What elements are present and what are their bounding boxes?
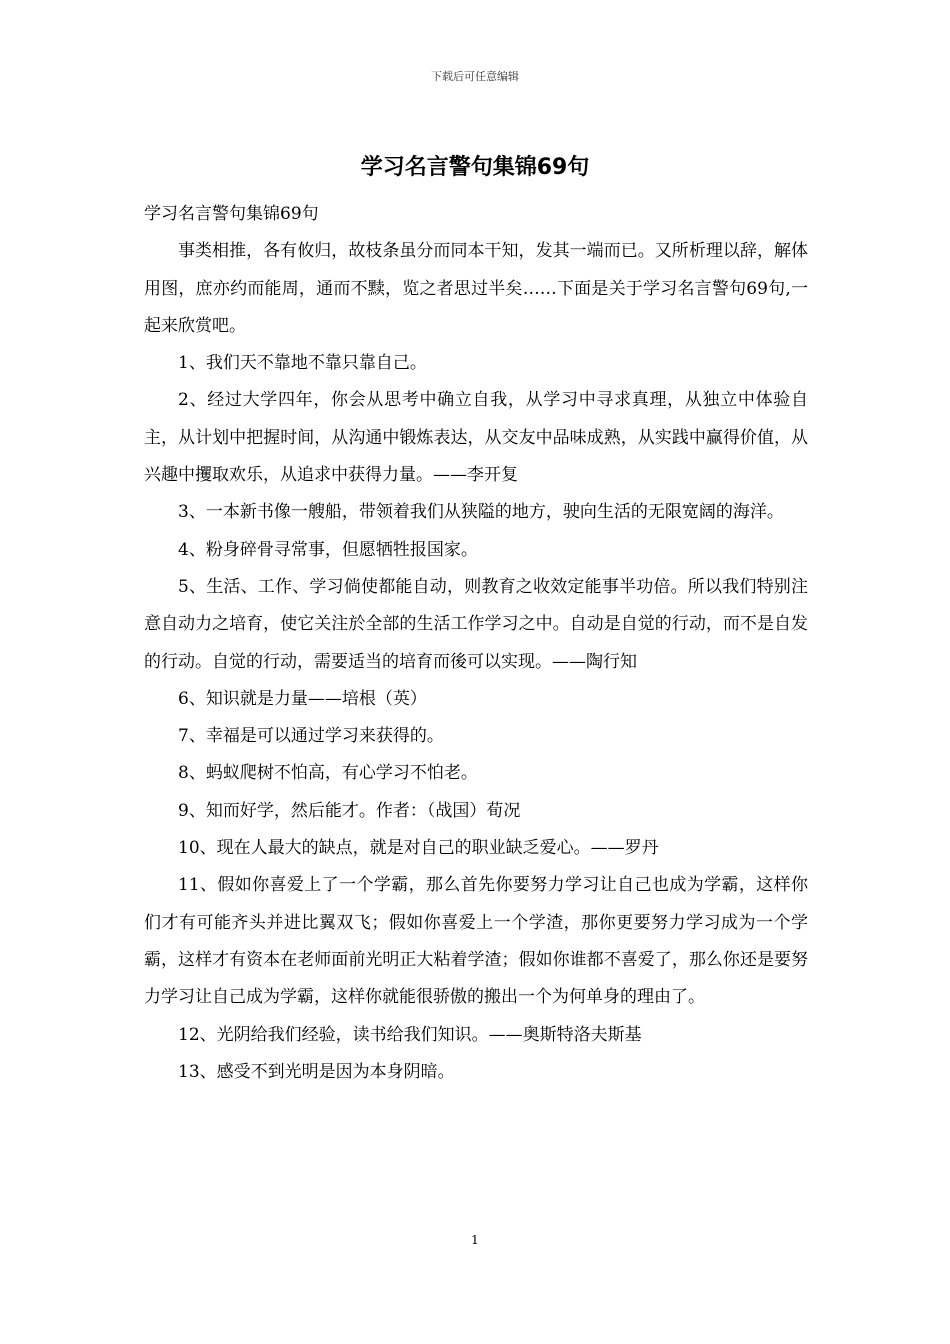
- quote-2: 2、经过大学四年，你会从思考中确立自我，从学习中寻求真理，从独立中体验自主，从计划中把握时间，从沟通中锻炼表达，从交友中品味成熟，从实践中赢得价值，从兴趣中攫取欢乐，从追求中获得力量。——李开复: [144, 390, 808, 486]
- quote-7: 7、幸福是可以通过学习来获得的。: [178, 726, 444, 747]
- intro-paragraph: 事类相推，各有攸归，故枝条虽分而同本干知，发其一端而已。又所析理以辞，解体用图，庶亦约而能周，通而不黩，览之者思过半矣……下面是关于学习名言警句69句,一起来欣赏吧。: [144, 241, 808, 336]
- quote-9: 9、知而好学，然后能才。作者：（战国）荀况: [178, 800, 521, 821]
- quote-6: 6、知识就是力量——培根（英）: [178, 688, 427, 709]
- quote-8: 8、蚂蚁爬树不怕高，有心学习不怕老。: [178, 763, 478, 784]
- quote-13: 13、感受不到光明是因为本身阴暗。: [178, 1061, 455, 1082]
- quote-12: 12、光阴给我们经验，读书给我们知识。——奥斯特洛夫斯基: [178, 1024, 642, 1045]
- document-body: [144, 196, 808, 1091]
- page-number: 1: [471, 1233, 479, 1247]
- header-note: 下载后可任意编辑: [431, 70, 519, 83]
- quote-1: 1、我们天不靠地不靠只靠自己。: [178, 353, 427, 374]
- quote-10: 10、现在人最大的缺点，就是对自己的职业缺乏爱心。——罗丹: [178, 838, 659, 859]
- quote-11: 11、假如你喜爱上了一个学霸，那么首先你要努力学习让自己也成为学霸，这样你们才有可能齐头并进比翼双飞；假如你喜爱上一个学渣，那你更要努力学习成为一个学霸，这样才有资本在老师面前光明正大粘着学渣；假如你谁都不喜爱了，那么你还是要努力学习让自己成为学霸，这样你就能很骄傲的搬出一个为何单身的理由了。: [144, 875, 808, 1008]
- document-subtitle: 学习名言警句集锦69句: [144, 204, 319, 224]
- document-title: 学习名言警句集锦69句: [360, 155, 590, 180]
- quote-5: 5、生活、工作、学习倘使都能自动，则教育之收效定能事半功倍。所以我们特别注意自动力之培育，使它关注於全部的生活工作学习之中。自动是自觉的行动，而不是自发的行动。自觉的行动，需要适当的培育而後可以实现。——陶行知: [144, 576, 808, 672]
- quote-4: 4、粉身碎骨寻常事，但愿牺牲报国家。: [178, 539, 478, 560]
- quote-3: 3、一本新书像一艘船，带领着我们从狭隘的地方，驶向生活的无限宽阔的海洋。: [178, 502, 784, 523]
